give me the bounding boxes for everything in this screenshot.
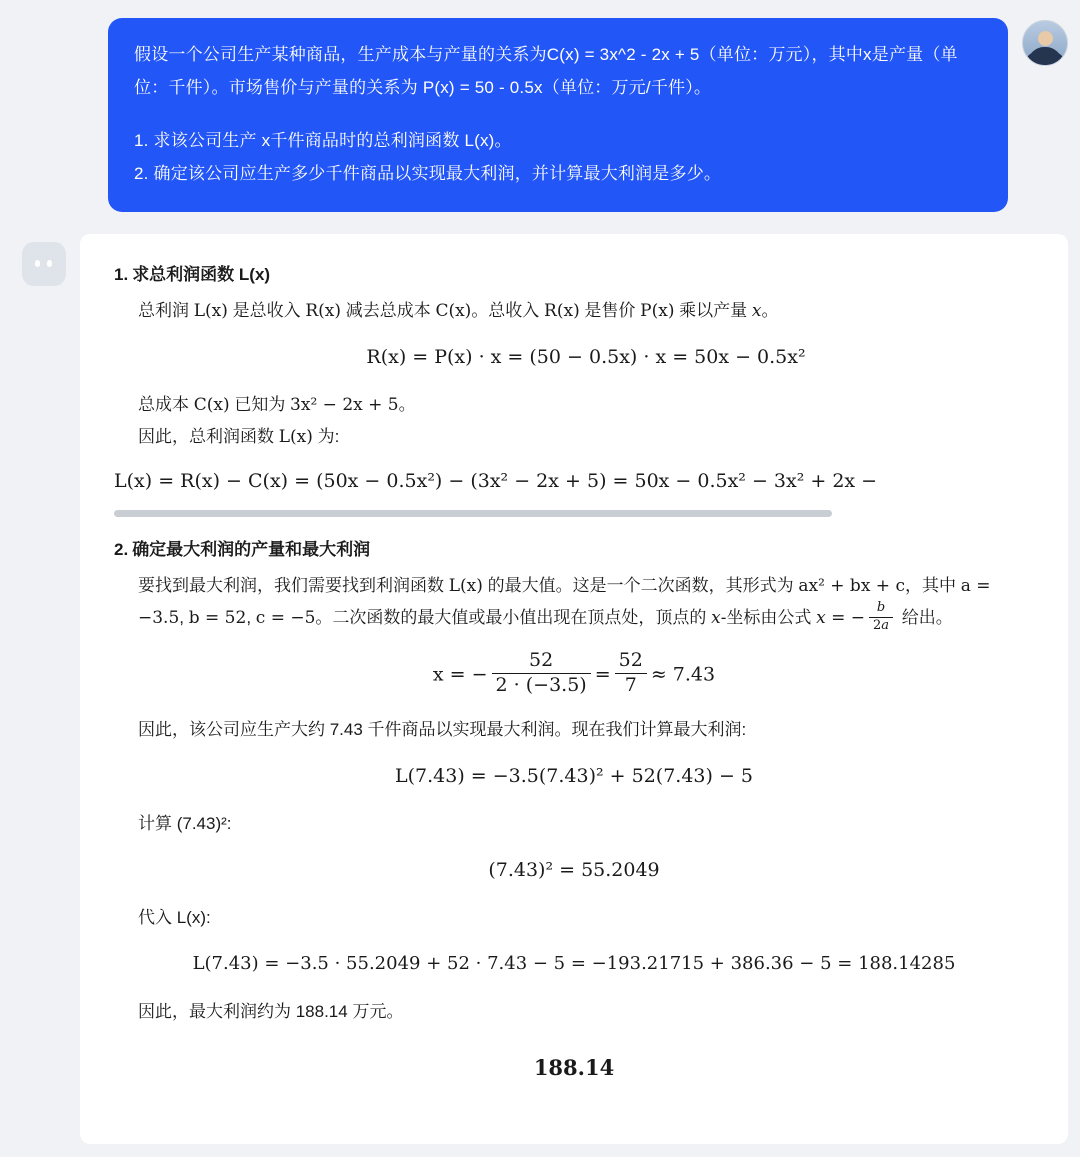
math-inline-C2: C(x) [193,395,230,415]
section-1-body [114,296,1034,452]
text-fragment: 为: [312,427,340,446]
avatar-head [1038,31,1053,46]
section-2-calc-wrap [114,809,1034,839]
text-fragment: 总成本 [138,395,194,414]
text-fragment: -坐标由公式 [720,608,817,628]
formula-vertex-approx: ≈ 7.43 [650,663,716,686]
math-inline-R2: R(x) [544,301,580,321]
math-inline-P: P(x) [640,301,675,321]
fraction-1-numerator: 52 [492,650,591,674]
text-fragment: , [179,608,189,628]
text-fragment: 给出。 [897,608,953,628]
math-inline-c: c = −5 [255,608,316,629]
user-question-1: 1. 求该公司生产 x千件商品时的总利润函数 L(x)。 [134,131,512,150]
section-1-number: 1. [114,265,129,284]
equals-sign: = [594,663,611,686]
text-fragment: 。二次函数的最大值或最小值出现在顶点处，顶点的 [315,608,712,628]
formula-square: (7.43)² = 55.2049 [488,858,660,881]
fraction-1 [492,650,591,697]
math-inline-vertex-formula: x = − $\frac{b}{2a}$ [816,608,897,628]
user-message-paragraph: 假设一个公司生产某种商品，生产成本与产量的关系为C(x) = 3x^2 - 2x + 5（单位：万元），其中x是产量（单位：千件）。市场售价与产量的关系为 P(x) = 50 - 0.5x（单位：万元/千件）。 [134,45,958,97]
section-2-substitute-wrap [114,903,1034,933]
formula-profit-scroll-region[interactable] [114,466,1034,506]
text-fragment: 。总收入 [471,301,545,320]
section-2-conclusion-wrap [114,715,1034,745]
user-message-row [0,18,1080,212]
text-fragment: 乘以产量 [674,301,752,320]
section-2-conclusion: 因此，该公司应生产大约 7.43 千件商品以实现最大利润。现在我们计算最大利润: [138,719,747,739]
fraction-2 [615,650,647,697]
math-inline-L: L(x) [193,301,228,321]
text-fragment: 已知为 [229,395,291,414]
text-fragment: 。 [761,301,779,320]
math-inline-R: R(x) [305,301,341,321]
text-fragment: 是售价 [579,301,641,320]
section-1-line-2 [138,390,1034,420]
math-inline-quadratic: ax² + bx + c [798,576,905,596]
avatar-eye-right [47,260,52,267]
formula-revenue: R(x) = P(x) · x = (50 − 0.5x) · x = 50x − 0.5x² [366,346,806,368]
user-question-2: 2. 确定该公司应生产多少千件商品以实现最大利润，并计算最大利润是多少。 [134,164,722,183]
text-fragment: 因此，总利润函数 [138,427,279,446]
math-inline-b: b = 52 [188,608,247,629]
section-2-body [114,571,1034,634]
section-2-title: 确定最大利润的产量和最大利润 [132,540,371,559]
formula-L-at-743: L(7.43) = −3.5(7.43)² + 52(7.43) − 5 [394,764,754,787]
spacer [134,104,982,124]
math-inline-x: x [751,301,762,321]
fraction-1-denominator: 2 · (−3.5) [495,673,587,696]
math-inline-cost: 3x² − 2x + 5 [290,395,399,415]
section-1-line-1 [138,296,1034,326]
formula-vertex-lhs: x = − [432,663,488,686]
math-inline-L2: L(x) [278,427,313,447]
fraction-2-denominator: 7 [624,673,637,696]
section-2-calc-label: 计算 (7.43)²: [138,813,232,833]
assistant-message-row [0,212,1080,1144]
assistant-answer-card [80,234,1068,1144]
section-2-heading [114,535,1034,565]
math-inline-L3: L(x) [448,576,483,596]
section-2-substitute-label: 代入 L(x): [138,907,211,927]
formula-vertex [114,650,1034,697]
text-fragment: 要找到最大利润，我们需要找到利润函数 [138,576,449,595]
text-fragment: 减去总成本 [341,301,436,320]
final-answer: 188.14 [533,1054,615,1080]
formula-profit: L(x) = R(x) − C(x) = (50x − 0.5x²) − (3x² − 2x + 5) = 50x − 0.5x² − 3x² + 2x − [114,470,878,492]
text-fragment: , [246,608,256,628]
assistant-avatar-icon [22,242,66,286]
text-fragment: 总利润 [138,301,194,320]
formula-final: L(7.43) = −3.5 · 55.2049 + 52 · 7.43 − 5 = −193.21715 + 386.36 − 5 = 188.14285 [192,952,956,974]
avatar-body [1028,47,1062,66]
math-inline-xcoord: x [711,608,721,629]
text-fragment: 。 [398,395,416,414]
section-1-title: 求总利润函数 L(x) [132,265,271,284]
section-2-result: 因此，最大利润约为 188.14 万元。 [138,1001,404,1021]
text-fragment: 的最大值。这是一个二次函数，其形式为 [482,576,799,595]
user-avatar [1022,20,1068,66]
math-inline-C: C(x) [435,301,472,321]
horizontal-scrollbar[interactable] [114,510,832,517]
text-fragment: 是总收入 [227,301,306,320]
fraction-2-numerator: 52 [615,650,647,674]
section-2-paragraph [138,571,1034,634]
user-message-bubble [108,18,1008,212]
text-fragment: ，其中 [904,576,961,595]
avatar-eye-left [35,260,40,267]
math-inline-a: a = −3.5 [138,576,991,629]
section-1-heading [114,260,1034,290]
section-1-line-3 [138,422,1034,452]
section-2-result-wrap [114,997,1034,1027]
section-2-number: 2. [114,540,129,559]
